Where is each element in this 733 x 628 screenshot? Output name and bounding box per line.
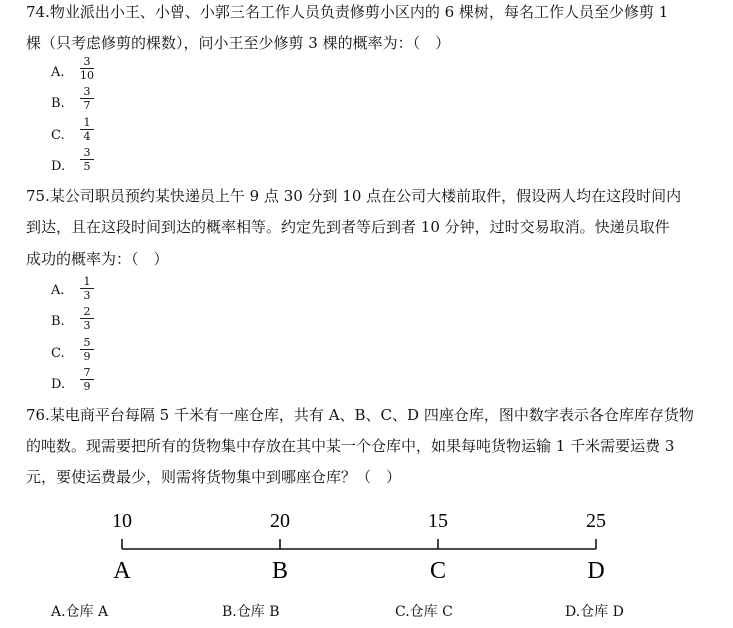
q76-option-b: B.仓库 B xyxy=(222,604,280,620)
q74-option-c-label: C. xyxy=(51,128,65,143)
warehouse-d-label: D xyxy=(587,558,605,584)
q74-option-c-numerator: 1 xyxy=(83,116,91,129)
q76-text-line2: 的吨数。现需要把所有的货物集中存放在其中某一个仓库中，如果每吨货物运输 1 千米需要运费 3 xyxy=(26,437,675,455)
q74-option-b-denominator: 7 xyxy=(83,99,91,112)
q76-option-d: D.仓库 D xyxy=(565,604,624,620)
q75-option-c-denominator: 9 xyxy=(83,350,91,363)
q75-text-line2: 到达，且在这段时间到达的概率相等。约定先到者等后到者 10 分钟，过时交易取消。快递员取件 xyxy=(26,218,670,236)
q75-option-a-label: A. xyxy=(51,283,65,298)
q75-option-a-denominator: 3 xyxy=(83,289,91,302)
q75-option-d-fraction xyxy=(80,367,94,392)
q75-option-a-numerator: 1 xyxy=(83,275,91,288)
q75-option-a-fraction xyxy=(80,276,94,301)
q74-option-c-denominator: 4 xyxy=(83,130,91,143)
q75-option-b-fraction xyxy=(80,306,94,331)
q74-option-d-label: D. xyxy=(51,159,66,174)
tons-c: 15 xyxy=(428,510,448,532)
q76-option-c: C.仓库 C xyxy=(395,604,453,620)
q75-option-d-denominator: 9 xyxy=(83,380,91,393)
q76-text-line3: 元，要使运费最少，则需将货物集中到哪座仓库？（ ） xyxy=(26,468,402,486)
tons-d: 25 xyxy=(586,510,606,532)
q75-option-c-fraction xyxy=(80,337,94,362)
q74-option-b-fraction xyxy=(80,86,94,111)
q74-option-a-denominator: 10 xyxy=(80,69,94,82)
q74-option-d-denominator: 5 xyxy=(83,160,91,173)
tons-b: 20 xyxy=(270,510,290,532)
q74-option-a-numerator: 3 xyxy=(83,55,91,68)
q74-option-d-fraction xyxy=(80,147,94,172)
q74-option-a-fraction xyxy=(80,56,94,81)
q76-option-a: A.仓库 A xyxy=(51,604,109,620)
q74-text-line1: 74.物业派出小王、小曾、小郭三名工作人员负责修剪小区内的 6 棵树，每名工作人员至少修剪 1 xyxy=(26,3,669,21)
q74-option-b-numerator: 3 xyxy=(83,85,91,98)
q74-option-d-numerator: 3 xyxy=(83,146,91,159)
q74-option-c-fraction xyxy=(80,117,94,142)
q75-text-line3: 成功的概率为：（ ） xyxy=(26,250,169,268)
q74-text-line2: 棵（只考虑修剪的棵数），问小王至少修剪 3 棵的概率为：（ ） xyxy=(26,34,451,52)
q75-option-b-label: B. xyxy=(51,314,65,329)
q74-option-a-label: A. xyxy=(51,65,65,80)
warehouse-a-label: A xyxy=(113,558,131,584)
q75-option-d-numerator: 7 xyxy=(83,366,91,379)
q75-option-c-numerator: 5 xyxy=(83,336,91,349)
q75-option-c-label: C. xyxy=(51,346,65,361)
q75-option-b-denominator: 3 xyxy=(83,319,91,332)
warehouse-c-label: C xyxy=(429,558,447,584)
tons-a: 10 xyxy=(112,510,132,532)
q76-text-line1: 76.某电商平台每隔 5 千米有一座仓库，共有 A、B、C、D 四座仓库，图中数字表示各仓库库存货物 xyxy=(26,406,694,424)
warehouse-b-label: B xyxy=(271,558,289,584)
q75-option-d-label: D. xyxy=(51,377,66,392)
q74-option-b-label: B. xyxy=(51,96,65,111)
warehouse-line-diagram xyxy=(100,505,620,590)
q75-text-line1: 75.某公司职员预约某快递员上午 9 点 30 分到 10 点在公司大楼前取件，假设两人均在这段时间内 xyxy=(26,187,682,205)
q75-option-b-numerator: 2 xyxy=(83,305,91,318)
